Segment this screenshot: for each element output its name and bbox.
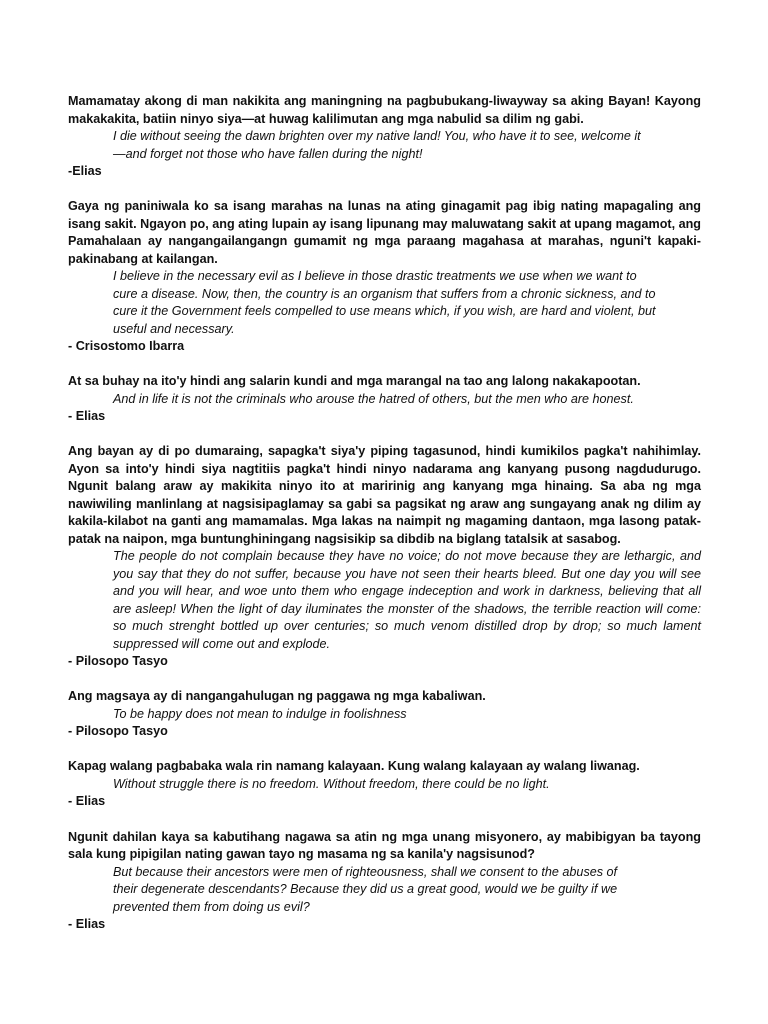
quote-block-1 (68, 93, 701, 181)
english-translation: But because their ancestors were men of righteousness, shall we consent to the abuses of their degenerate descendants? Because they did us a great good, would we be guilty if we prevented them from doing us evil? (113, 864, 618, 914)
quote-block-7 (68, 829, 701, 934)
quote-block-6 (68, 758, 701, 811)
tagalog-quote: Ngunit dahilan kaya sa kabutihang nagawa sa atin ng mga unang misyonero, ay mabibigyan ba tayong sala kung pipigilan nating gawan tayo ng masama ng sa kanila'y nagsisunod? (68, 829, 701, 862)
english-translation: I believe in the necessary evil as I believe in those drastic treatments we use when we want to cure a disease. Now, then, the country is an organism that suffers from a chronic sickness, and to cure it the Government feels compelled to use means which, if you wish, are hard and violent, but useful and necessary. (113, 269, 656, 336)
tagalog-quote: Mamamatay akong di man nakikita ang maningning na pagbubukang-liwayway sa aking Bayan! Kayong makakakita, batiin ninyo siya—at huwag kalilimutan ang mga nabulid sa dilim ng gabi. (68, 94, 701, 126)
quote-author: - Elias (68, 794, 106, 809)
quote-block-4 (68, 443, 701, 671)
quote-author: - Elias (68, 917, 106, 932)
quote-author: - Pilosopo Tasyo (68, 724, 168, 739)
quote-block-2 (68, 198, 701, 356)
quote-block-5 (68, 688, 701, 741)
tagalog-quote: Ang magsaya ay di nangangahulugan ng paggawa ng mga kabaliwan. (68, 689, 486, 704)
tagalog-quote: At sa buhay na ito'y hindi ang salarin kundi and mga marangal na tao ang lalong nakakapootan. (68, 374, 641, 389)
tagalog-quote: Kapag walang pagbabaka wala rin namang kalayaan. Kung walang kalayaan ay walang liwanag. (68, 759, 640, 774)
english-translation: Without struggle there is no freedom. Without freedom, there could be no light. (113, 776, 550, 791)
english-translation: I die without seeing the dawn brighten over my native land! You, who have it to see, welcome it—and forget not those who have fallen during the night! (113, 129, 641, 161)
quote-author: - Elias (68, 409, 106, 424)
english-translation: To be happy does not mean to indulge in foolishness (113, 706, 407, 721)
document-page (68, 93, 701, 951)
quote-author: -Elias (68, 164, 102, 178)
quote-block-3 (68, 373, 701, 426)
quote-author: - Pilosopo Tasyo (68, 654, 168, 669)
tagalog-quote: Gaya ng paniniwala ko sa isang marahas na lunas na ating ginagamit pag ibig nating mapagaling ang isang sakit. Ngayon po, ang ating lupain ay isang lipunang may maluwatang sakit at upang magamot, ang Pamahalaan ay nangangailangangn gumamit ng mga paraang magahasa at marahas, nguni't kapaki-pakinabang at kailangan. (68, 199, 701, 266)
english-translation: The people do not complain because they have no voice; do not move because they are lethargic, and you say that they do not suffer, because you have not seen their hearts bleed. But one day you will see and you will hear, and woe unto them who engage indeception and work in darkness, believing that all are asleep! When the light of day iluminates the monster of the shadows, the terrible reaction will come: so much strenght bottled up over centuries; so much venom distilled drop by drop; so much lament suppressed will come out and explode. (113, 549, 701, 651)
tagalog-quote: Ang bayan ay di po dumaraing, sapagka't siya'y piping tagasunod, hindi kumikilos pagka't nahihimlay. Ayon sa into'y hindi siya nagtitiis pagka't hindi ninyo nadarama ang kanyang pusong nagdudurugo. Ngunit balang araw ay makikita ninyo ito at maririnig ang kanyang mga hinaing. Sa aba ng mga nawiwiling manlinlang at nagsisipaglamay sa gabi sa pagsikat ng araw ang sungayang anak ng dilim ay kakila-kilabot na ganti ang mamamalas. Mga lakas na naimpit ng magaming dantaon, mga lasong patak-patak na naipon, mga buntunghiningang nagsisikip sa dibdib na biglang tatalsik at sasabog. (68, 444, 701, 546)
quote-author: - Crisostomo Ibarra (68, 339, 185, 354)
english-translation: And in life it is not the criminals who arouse the hatred of others, but the men who are honest. (113, 391, 634, 406)
